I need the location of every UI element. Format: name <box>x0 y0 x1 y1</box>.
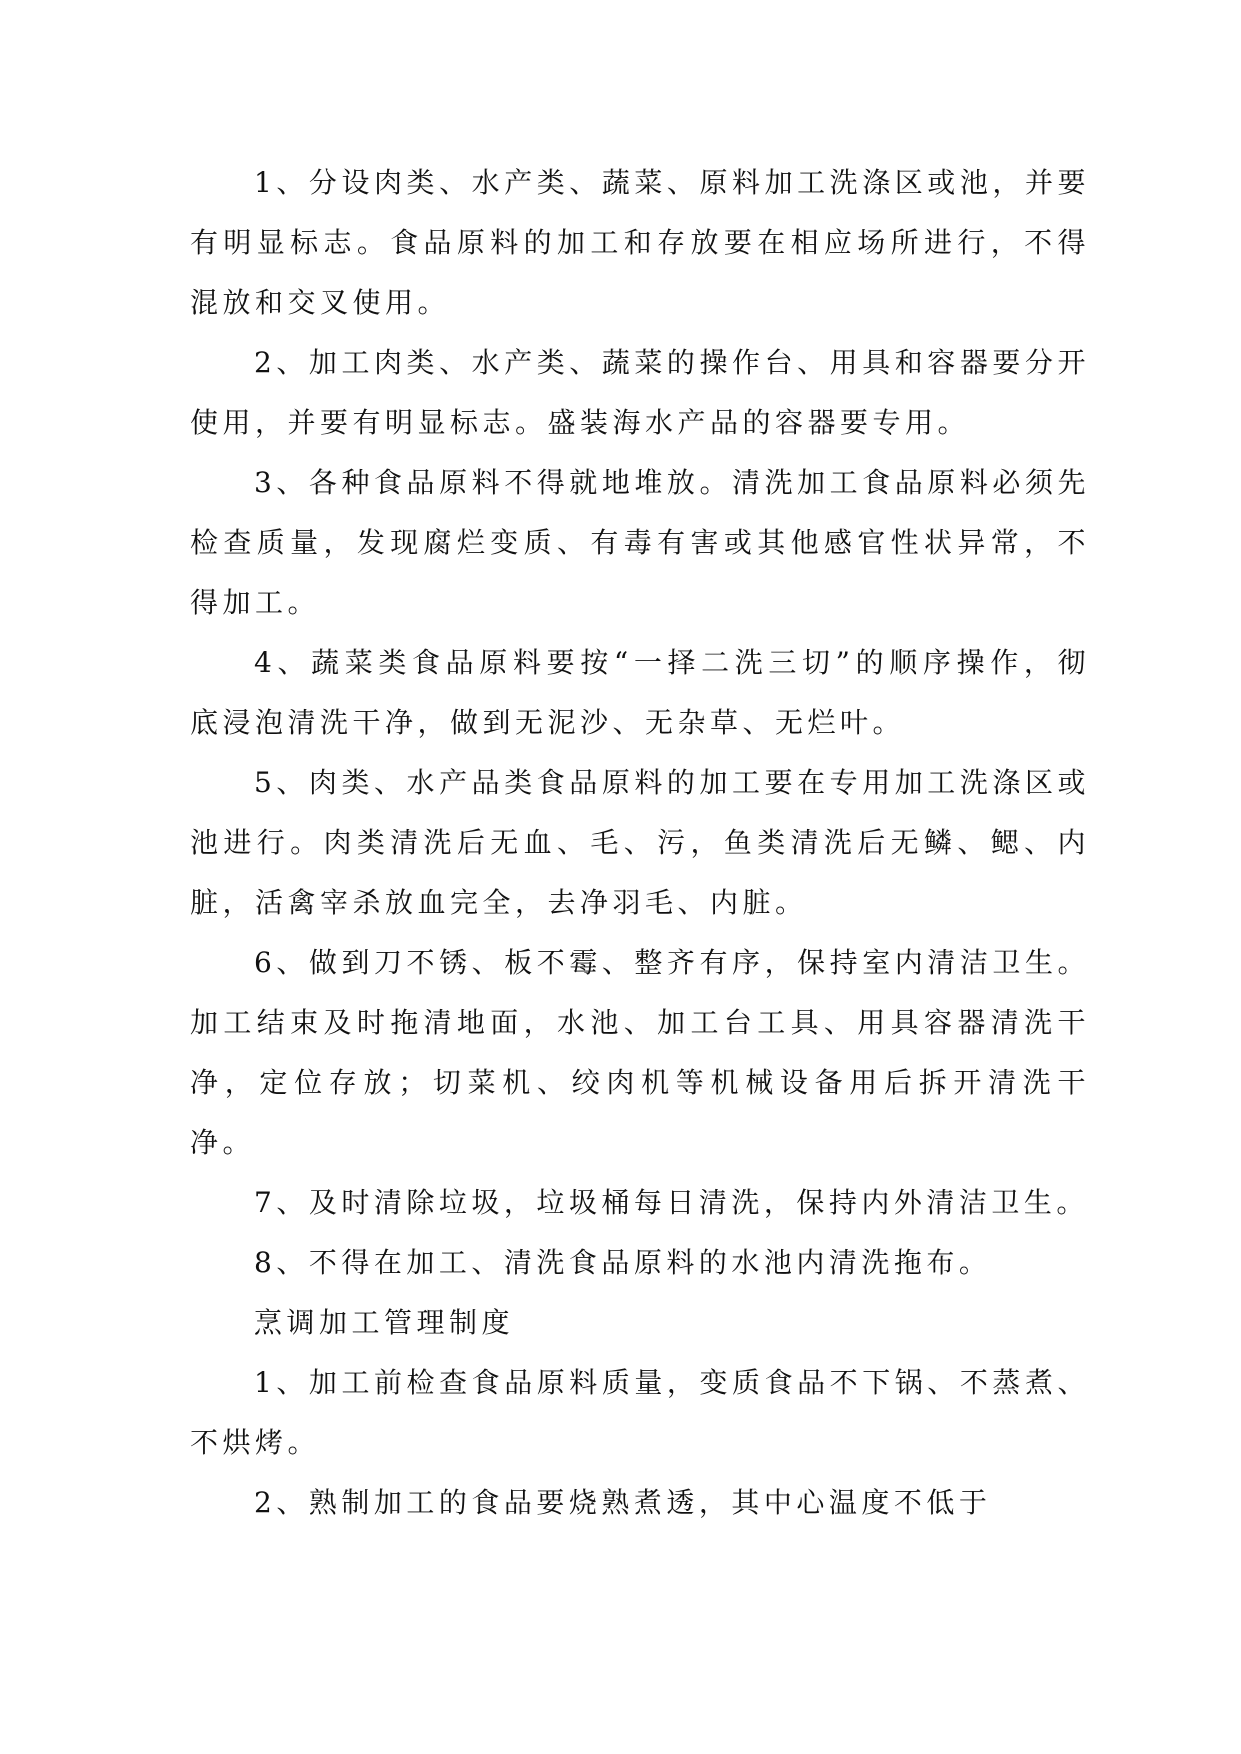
paragraph-7: 7、及时清除垃圾，垃圾桶每日清洗，保持内外清洁卫生。 <box>254 1186 1089 1219</box>
paragraph-9: 1、加工前检查食品原料质量，变质食品不下锅、不蒸煮、不烘烤。 <box>190 1366 1090 1459</box>
paragraph-10: 2、熟制加工的食品要烧熟煮透，其中心温度不低于 <box>254 1486 992 1519</box>
paragraph-4: 4、蔬菜类食品原料要按“一择二洗三切”的顺序操作，彻底浸泡清洗干净，做到无泥沙、无杂草、无烂叶。 <box>190 646 1090 739</box>
paragraph-5: 5、肉类、水产品类食品原料的加工要在专用加工洗涤区或池进行。肉类清洗后无血、毛、污，鱼类清洗后无鳞、鳃、内脏，活禽宰杀放血完全，去净羽毛、内脏。 <box>190 766 1090 919</box>
paragraph-8: 8、不得在加工、清洗食品原料的水池内清洗拖布。 <box>254 1246 992 1279</box>
paragraph-2: 2、加工肉类、水产类、蔬菜的操作台、用具和容器要分开使用，并要有明显标志。盛装海水产品的容器要专用。 <box>190 346 1090 439</box>
document-body <box>190 153 1090 1533</box>
paragraph-1: 1、分设肉类、水产类、蔬菜、原料加工洗涤区或池，并要有明显标志。食品原料的加工和存放要在相应场所进行，不得混放和交叉使用。 <box>190 166 1090 319</box>
paragraph-6: 6、做到刀不锈、板不霉、整齐有序，保持室内清洁卫生。加工结束及时拖清地面，水池、加工台工具、用具容器清洗干净，定位存放；切菜机、绞肉机等机械设备用后拆开清洗干净。 <box>190 946 1090 1159</box>
paragraph-3: 3、各种食品原料不得就地堆放。清洗加工食品原料必须先检查质量，发现腐烂变质、有毒有害或其他感官性状异常，不得加工。 <box>190 466 1090 619</box>
section-heading: 烹调加工管理制度 <box>254 1306 515 1339</box>
